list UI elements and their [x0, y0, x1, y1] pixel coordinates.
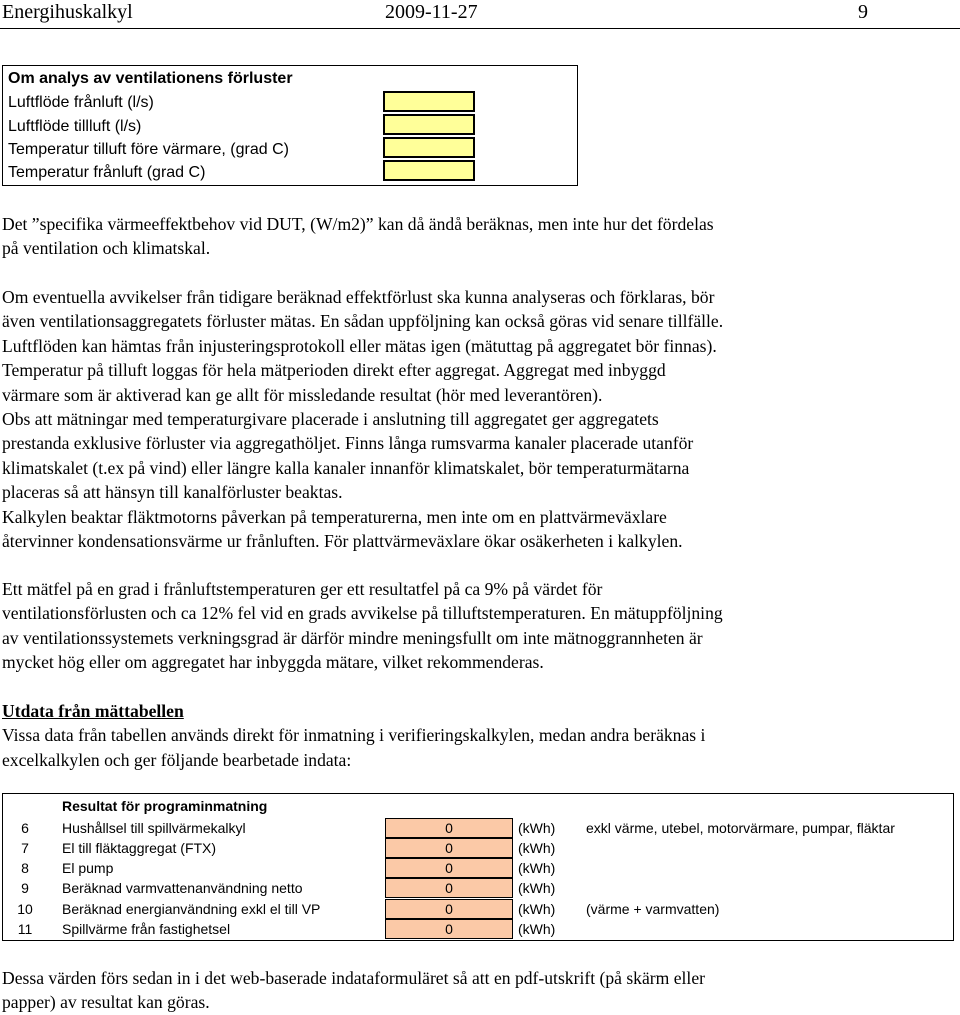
text-line: Luftflöden kan hämtas från injusteringsprotokoll eller mätas igen (mätuttag på aggregatet bör finnas). [2, 335, 717, 356]
row-value-cell[interactable]: 0 [385, 899, 513, 919]
paragraph-footer [2, 966, 952, 1015]
text-line: Det ”specifika värmeeffektbehov vid DUT, (W/m2)” kan då ändå beräknas, men inte hur det fördelas [2, 214, 714, 234]
row-label: El pump [62, 860, 114, 876]
document-title: Energihuskalkyl [2, 1, 133, 23]
page-number: 9 [858, 1, 868, 23]
table-row [3, 818, 953, 838]
table-row [3, 919, 953, 939]
text-line: Temperatur på tilluft loggas för hela mätperioden direkt efter aggregat. Aggregat med inbyggd [2, 360, 666, 381]
text-line: på ventilation och klimatskal. [2, 238, 211, 259]
section-heading: Utdata från mättabellen [2, 701, 184, 721]
row-label: El till fläktaggregat (FTX) [62, 840, 217, 856]
text-line: klimatskalet (t.ex på vind) eller längre kalla kanaler innanför klimatskalet, bör temperaturmätarna [2, 457, 690, 478]
text-line: placeras så att hänsyn till kanalförluster beaktas. [2, 482, 343, 503]
row-number: 9 [21, 880, 29, 896]
text-line: Obs att mätningar med temperaturgivare placerade i anslutning till aggregatet ger aggregatets [2, 409, 659, 430]
paragraph-dut [2, 212, 952, 261]
document-date: 2009-11-27 [385, 1, 478, 23]
row-value-cell[interactable]: 0 [385, 878, 513, 898]
row-unit: (kWh) [518, 901, 556, 917]
ventilation-row-label: Luftflöde tillluft (l/s) [8, 118, 142, 135]
text-line: även ventilationsaggregatets förluster mätas. En sådan uppföljning kan också göras vid senare tillfälle. [2, 311, 724, 332]
text-line: Vissa data från tabellen används direkt för inmatning i verifieringskalkylen, medan andra beräknas i [2, 725, 706, 746]
ventilation-row-label: Temperatur frånluft (grad C) [8, 164, 206, 181]
row-note: (värme + varmvatten) [586, 901, 720, 917]
row-value-cell[interactable]: 0 [385, 858, 513, 878]
text-line: prestanda exklusive förluster via aggregathöljet. Finns långa rumsvarma kanaler placerade utanför [2, 433, 694, 454]
ventilation-row-label: Temperatur tilluft före värmare, (grad C) [8, 141, 289, 158]
row-number: 11 [17, 921, 33, 937]
ventilation-row-label: Luftflöde frånluft (l/s) [8, 94, 154, 111]
row-number: 8 [21, 860, 29, 876]
text-line: mycket hög eller om aggregatet har inbyggda mätare, vilket rekommenderas. [2, 652, 544, 673]
ventilation-input-box [2, 65, 578, 186]
row-value-cell[interactable]: 0 [385, 818, 513, 838]
result-box-title: Resultat för programinmatning [62, 798, 268, 814]
exhaust-temp-input[interactable] [383, 160, 475, 181]
table-row [3, 838, 953, 858]
supply-airflow-input[interactable] [383, 114, 475, 135]
page-header [0, 0, 960, 26]
header-divider [0, 28, 960, 29]
result-box [2, 793, 954, 941]
row-value-cell[interactable]: 0 [385, 919, 513, 939]
row-label: Beräknad energianvändning exkl el till VP [62, 901, 321, 917]
table-row [3, 878, 953, 898]
text-line: Dessa värden förs sedan in i det web-baserade indataformuläret så att en pdf-utskrift (på skärm eller [2, 968, 705, 988]
text-line: papper) av resultat kan göras. [2, 992, 210, 1013]
row-label: Hushållsel till spillvärmekalkyl [62, 820, 246, 836]
row-label: Spillvärme från fastighetsel [62, 921, 231, 937]
table-row [3, 899, 953, 919]
paragraph-measurement-error [2, 577, 952, 675]
section-output [2, 699, 952, 772]
text-line: värmare som är aktiverad kan ge allt för missledande resultat (hör med leverantören). [2, 384, 603, 405]
text-line: av ventilationssystemets verkningsgrad är därför mindre meningsfullt om inte mätnoggrannheten är [2, 627, 703, 648]
supply-temp-input[interactable] [383, 137, 475, 158]
row-number: 7 [21, 840, 29, 856]
text-line: ventilationsförlusten och ca 12% fel vid en grads avvikelse på tilluftstemperaturen. En mätuppföljning [2, 603, 723, 624]
row-unit: (kWh) [518, 840, 556, 856]
row-label: Beräknad varmvattenanvändning netto [62, 880, 303, 896]
row-number: 10 [17, 901, 33, 917]
text-line: Om eventuella avvikelser från tidigare beräknad effektförlust ska kunna analyseras och förklaras, bör [2, 287, 715, 307]
text-line: excelkalkylen och ger följande bearbetade indata: [2, 749, 352, 770]
row-note: exkl värme, utebel, motorvärmare, pumpar, fläktar [586, 820, 895, 836]
row-unit: (kWh) [518, 921, 556, 937]
table-row [3, 858, 953, 878]
row-unit: (kWh) [518, 880, 556, 896]
text-line: återvinner kondensationsvärme ur frånluften. För plattvärmeväxlare ökar osäkerheten i kalkylen. [2, 531, 683, 552]
ventilation-box-title: Om analys av ventilationens förluster [8, 70, 293, 87]
paragraph-deviations [2, 285, 952, 553]
text-line: Ett mätfel på en grad i frånluftstemperaturen ger ett resultatfel på ca 9% på värdet för [2, 579, 603, 599]
row-unit: (kWh) [518, 860, 556, 876]
exhaust-airflow-input[interactable] [383, 91, 475, 112]
text-line: Kalkylen beaktar fläktmotorns påverkan på temperaturerna, men inte om en plattvärmeväxlare [2, 506, 667, 527]
row-number: 6 [21, 820, 29, 836]
row-value-cell[interactable]: 0 [385, 838, 513, 858]
row-unit: (kWh) [518, 820, 556, 836]
